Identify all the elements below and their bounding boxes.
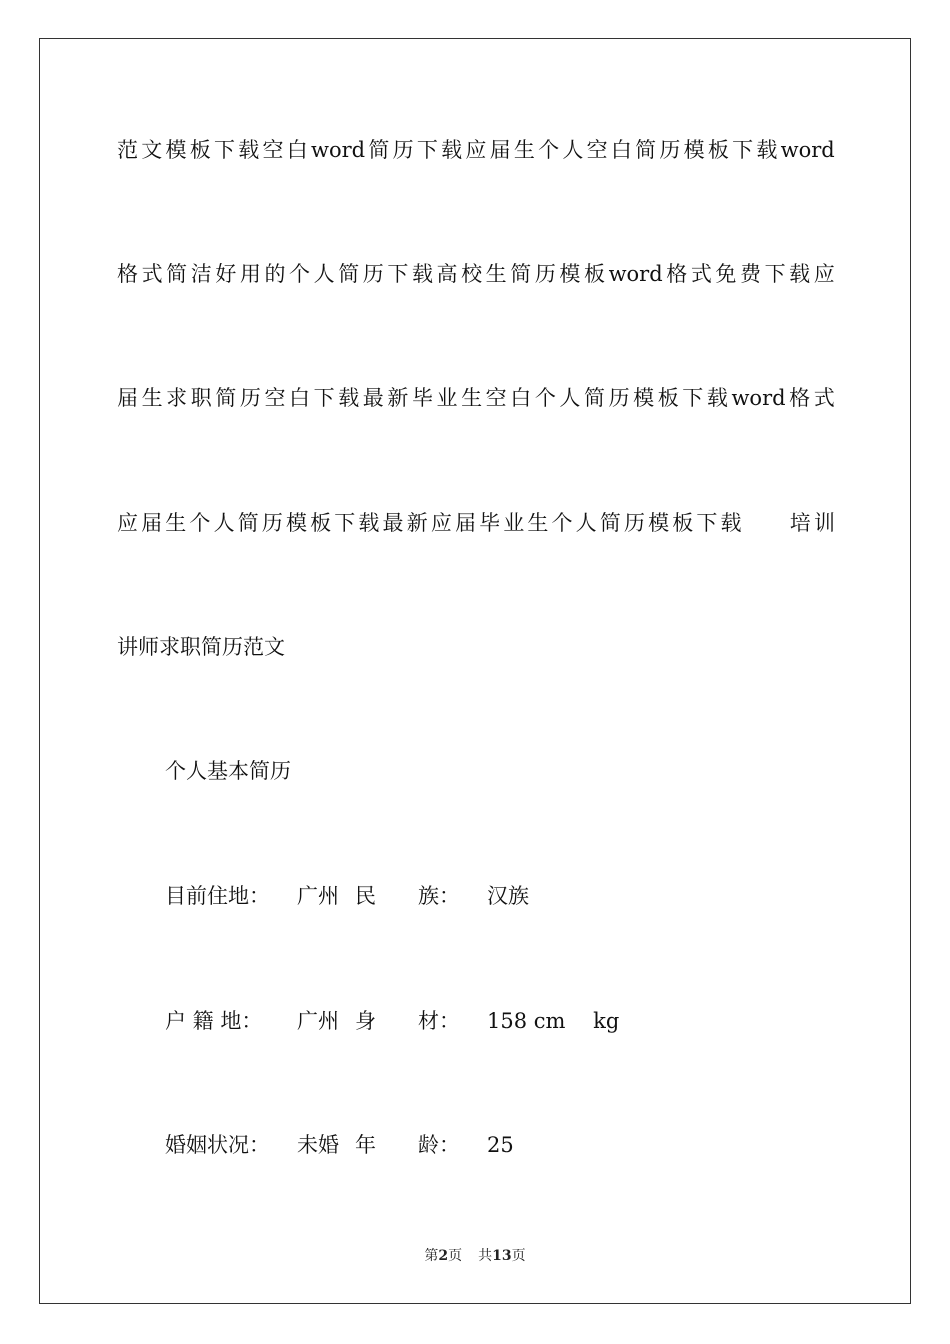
label-figure: 身 材： [355,1009,460,1033]
value-hukou: 广州 [297,1009,339,1033]
page-footer [0,1246,950,1266]
footer-total-pages: 13 [492,1248,512,1264]
footer-page-suffix: 页 [448,1248,463,1264]
footer-page-prefix: 第 [424,1248,439,1264]
paragraph-line-4: 应 届 生 个 人 简 历 模 板 下 载 最 新 应 届 毕 业 生 个 人 简 历 模 板 下 载 培 训 [117,511,835,535]
footer-total-prefix: 共 [478,1248,493,1264]
value-figure: 158 cm kg [487,1009,620,1033]
footer-total-suffix: 页 [511,1248,526,1264]
label-age: 年 龄： [355,1133,460,1157]
paragraph-line-1: 范 文 模 板 下 载 空 白 word 简 历 下 载 应 届 生 个 人 空 白 简 历 模 板 下 载 word [117,138,835,162]
value-ethnicity: 汉族 [487,884,529,908]
value-marital-status: 未婚 [297,1133,339,1157]
section-heading: 个人基本简历 [165,759,291,783]
label-residence: 目前住地： [165,884,270,908]
footer-page-number: 2 [438,1248,449,1264]
paragraph-line-2: 格 式 简 洁 好 用 的 个 人 简 历 下 载 高 校 生 简 历 模 板 word 格 式 免 费 下 载 应 [117,262,835,286]
label-hukou: 户 籍 地： [165,1009,263,1033]
value-age: 25 [487,1133,514,1157]
label-marital-status: 婚姻状况： [165,1133,270,1157]
page-frame [39,38,911,1304]
label-ethnicity: 民 族： [355,884,460,908]
value-residence: 广州 [297,884,339,908]
paragraph-line-3: 届 生 求 职 简 历 空 白 下 载 最 新 毕 业 生 空 白 个 人 简 历 模 板 下 载 word 格 式 [117,386,835,410]
paragraph-line-5: 讲师求职简历范文 [117,635,285,659]
